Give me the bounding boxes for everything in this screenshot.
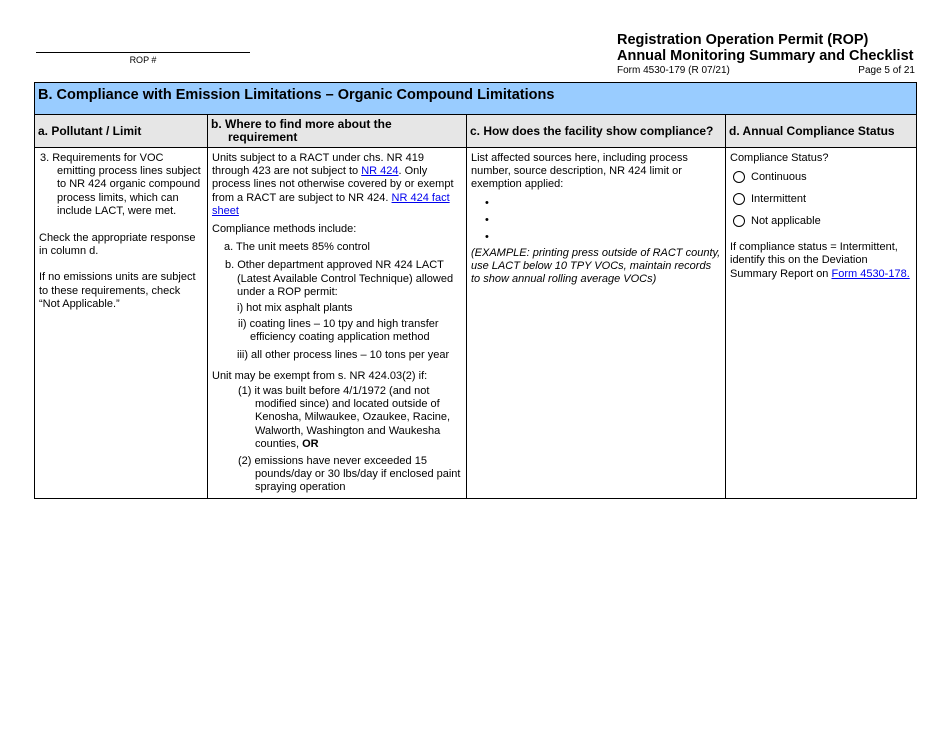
radio-circle-icon[interactable] — [733, 193, 745, 205]
radio-not-applicable[interactable]: Not applicable — [730, 210, 912, 232]
form-4530-178-link[interactable]: Form 4530-178. — [831, 267, 910, 280]
radio-circle-icon[interactable] — [733, 171, 745, 183]
method-ii: ii) coating lines – 10 tpy and high transfer efficiency coating application method — [238, 318, 439, 344]
deviation-note: If compliance status = Intermittent, identify this on the Deviation Summary Report on Form 4530-178. — [730, 241, 910, 280]
sources-instruction: List affected sources here, including process number, source description, NR 424 limit or exemption applied: — [471, 152, 688, 191]
rop-number-line[interactable] — [36, 52, 250, 53]
exemption-1: (1) it was built before 4/1/1972 (and not modified since) and located outside of Kenosha, Milwaukee, Ozaukee, Racine, Walworth, Washington and Waukesha counties, OR — [238, 385, 451, 450]
form-number: Form 4530-179 (R 07/21) — [617, 65, 730, 76]
method-i: i) hot mix asphalt plants — [237, 302, 353, 315]
nr424-fact-sheet-link[interactable]: NR 424 fact sheet — [212, 191, 450, 217]
exemption-2: (2) emissions have never exceeded 15 pounds/day or 30 lbs/day if enclosed paint spraying operation — [238, 455, 461, 494]
column-header-b — [208, 115, 467, 148]
source-entry-bullet[interactable]: • — [485, 196, 489, 209]
nr424-link[interactable]: NR 424 — [361, 165, 399, 178]
radio-intermittent[interactable]: Intermittent — [730, 188, 912, 210]
pollutant-limit-cell — [35, 148, 208, 499]
example-text: (EXAMPLE: printing press outside of RACT county, use LACT below 10 TPY VOCs, maintain records to show annual rolling average VOCs) — [471, 246, 721, 286]
radio-circle-icon[interactable] — [733, 215, 745, 227]
no-units-instruction: If no emissions units are subject to these requirements, check “Not Applicable.” — [39, 271, 196, 310]
method-iii: iii) all other process lines – 10 tons per year — [237, 348, 450, 361]
source-entry-bullet[interactable]: • — [485, 213, 489, 226]
page-number: Page 5 of 21 — [858, 65, 915, 76]
where-to-find-cell — [208, 148, 467, 499]
table-row — [35, 148, 917, 499]
form-title-line1: Registration Operation Permit (ROP) — [617, 32, 869, 48]
column-header-b-line2: requirement — [228, 130, 298, 144]
method-a: a. The unit meets 85% control — [224, 241, 370, 254]
compliance-table — [34, 82, 917, 499]
ract-intro: Units subject to a RACT under chs. NR 419 through 423 are not subject to NR 424. Only process lines not otherwise covered by or exempt from a RACT are subject to NR 424. NR 424 fact sheet — [212, 152, 454, 217]
column-header-d: d. Annual Compliance Status — [726, 115, 917, 148]
check-instruction: Check the appropriate response in column d. — [39, 232, 196, 258]
column-header-a: a. Pollutant / Limit — [35, 115, 208, 148]
form-header — [617, 33, 915, 76]
requirement-item: 3. Requirements for VOC emitting process lines subject to NR 424 organic compound process limits, which can include LACT, were met. — [40, 152, 201, 217]
column-header-c: c. How does the facility show compliance? — [467, 115, 726, 148]
section-title: B. Compliance with Emission Limitations – Organic Compound Limitations — [35, 83, 917, 115]
radio-continuous[interactable]: Continuous — [730, 166, 912, 188]
method-b: b. Other department approved NR 424 LACT (Latest Available Control Technique) allowed under a ROP permit: — [225, 259, 454, 298]
compliance-status-label: Compliance Status? — [730, 152, 829, 164]
source-entry-bullet[interactable]: • — [485, 230, 489, 243]
how-facility-complies-cell[interactable] — [467, 148, 726, 499]
rop-number-label: ROP # — [129, 55, 157, 65]
annual-compliance-status-cell — [726, 148, 917, 499]
column-header-b-line1: b. Where to find more about the — [211, 117, 392, 131]
exempt-label: Unit may be exempt from s. NR 424.03(2) if: — [212, 369, 428, 382]
form-title-line2: Annual Monitoring Summary and Checklist — [617, 47, 914, 64]
methods-label: Compliance methods include: — [212, 223, 357, 236]
